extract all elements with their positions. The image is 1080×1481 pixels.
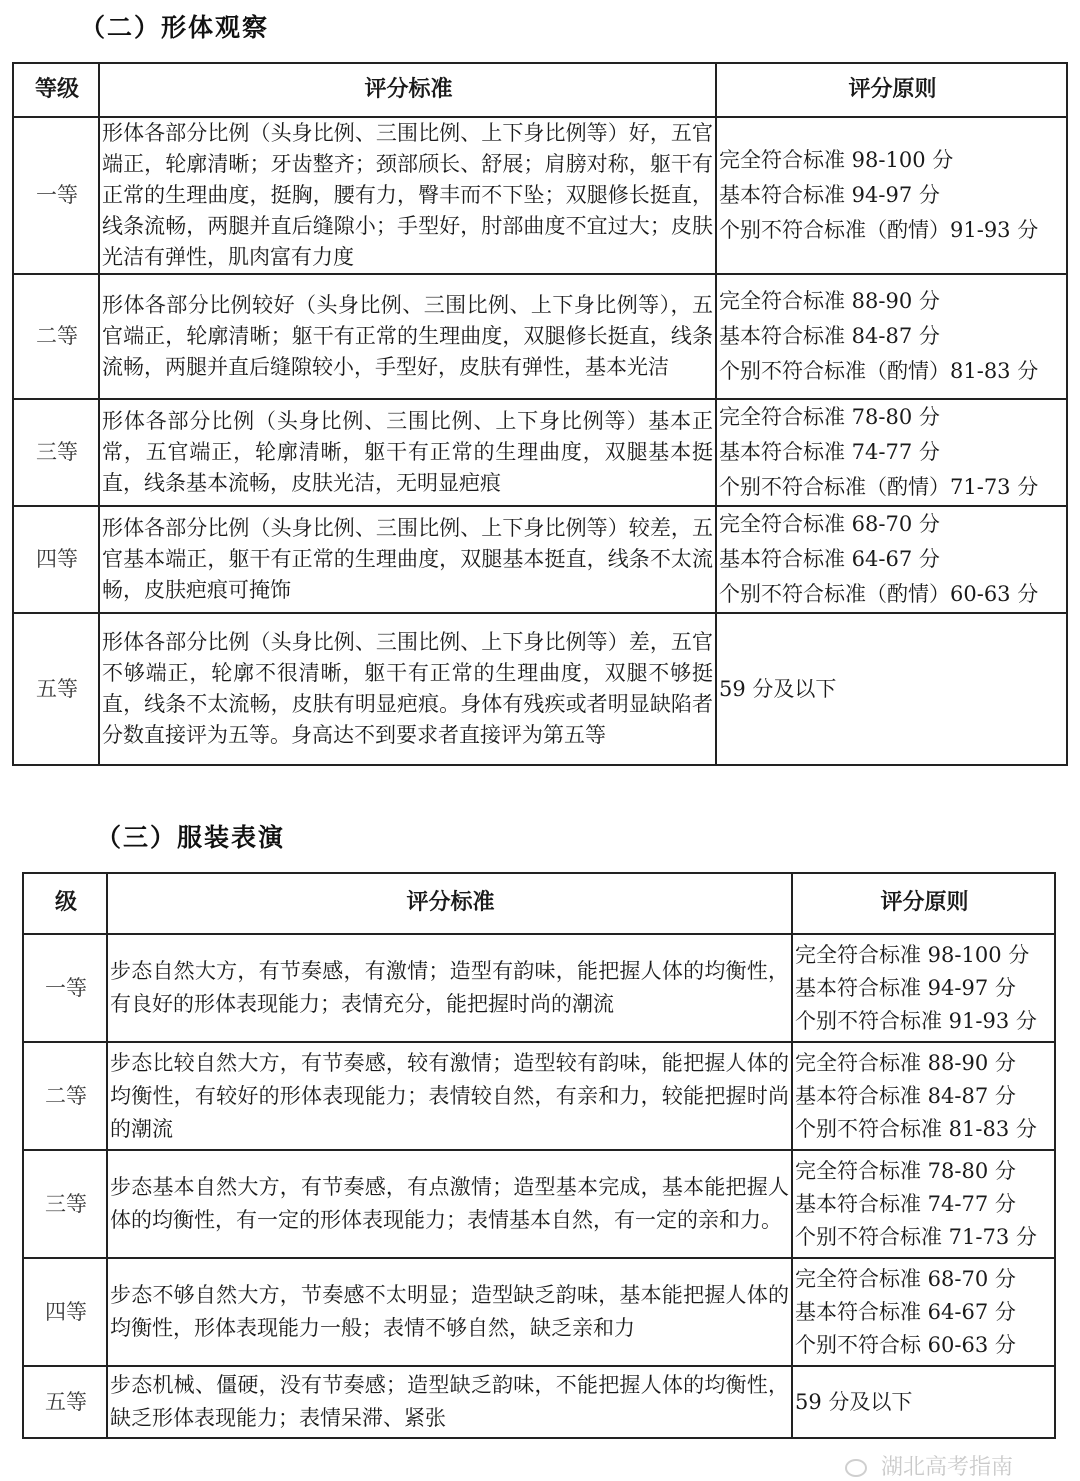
- rule-line: 59 分及以下: [719, 676, 837, 701]
- watermark: [845, 1450, 1013, 1481]
- rule-line: 个别不符合标准（酌情）60-63 分: [719, 582, 1039, 606]
- criteria-cell: 形体各部分比例（头身比例、三围比例、上下身比例等）差，五官不够端正，轮廓不很清晰，躯干有正常的生理曲度，双腿不够挺直，线条不太流畅，皮肤有明显疤痕。身体有残疾或者明显缺陷者分数直接评为五等。身高达不到要求者直接评为第五等: [99, 613, 716, 765]
- table-header-row: [23, 873, 1055, 934]
- criteria-cell: 形体各部分比例（头身比例、三围比例、上下身比例等）好，五官端正，轮廓清晰；牙齿整齐；颈部颀长、舒展；肩膀对称，躯干有正常的生理曲度，挺胸，腰有力，臀丰而不下坠；双腿修长挺直，线条流畅，两腿并直后缝隙小；手型好，肘部曲度不宜过大；皮肤光洁有弹性，肌肉富有力度: [99, 117, 716, 274]
- rules-cell: [716, 274, 1067, 399]
- rules-cell: [792, 1366, 1055, 1438]
- rule-line: 完全符合标准 78-80 分: [719, 405, 940, 429]
- rules-cell: [716, 506, 1067, 613]
- header-rules: 评分原则: [792, 873, 1055, 934]
- body-observation-table: [12, 62, 1068, 766]
- rule-line: 基本符合标准 74-77 分: [719, 440, 940, 464]
- grade-cell: 四等: [13, 506, 99, 613]
- header-grade: 等级: [13, 63, 99, 117]
- rules-cell: [716, 399, 1067, 506]
- rule-line: 完全符合标准 68-70 分: [795, 1266, 1016, 1291]
- table-row: [13, 117, 1067, 274]
- header-grade: 级: [23, 873, 107, 934]
- section-title-fashion-show: （三）服装表演: [96, 823, 286, 852]
- grade-cell: 二等: [23, 1042, 107, 1150]
- rule-line: 基本符合标准 64-67 分: [719, 547, 940, 571]
- grade-cell: 一等: [23, 934, 107, 1042]
- table-row: [13, 506, 1067, 613]
- grade-cell: 一等: [13, 117, 99, 274]
- criteria-cell: 步态比较自然大方，有节奏感，较有激情；造型较有韵味，能把握人体的均衡性，有较好的形体表现能力；表情较自然，有亲和力，较能把握时尚的潮流: [107, 1042, 792, 1150]
- grade-cell: 五等: [13, 613, 99, 765]
- rule-line: 个别不符合标准（酌情）81-83 分: [719, 359, 1039, 383]
- rules-cell: [792, 934, 1055, 1042]
- criteria-cell: 步态自然大方，有节奏感，有激情；造型有韵味，能把握人体的均衡性，有良好的形体表现能力；表情充分，能把握时尚的潮流: [107, 934, 792, 1042]
- grade-cell: 四等: [23, 1258, 107, 1366]
- grade-cell: 二等: [13, 274, 99, 399]
- rule-line: 59 分及以下: [795, 1389, 913, 1414]
- rule-line: 基本符合标准 94-97 分: [795, 975, 1016, 1000]
- rule-line: 个别不符合标准（酌情）91-93 分: [719, 218, 1039, 242]
- rule-line: 完全符合标准 88-90 分: [795, 1050, 1016, 1075]
- rules-cell: [792, 1150, 1055, 1258]
- header-criteria: 评分标准: [107, 873, 792, 934]
- section-title-body-observation: （二）形体观察: [80, 13, 270, 42]
- criteria-cell: 形体各部分比例（头身比例、三围比例、上下身比例等）较差，五官基本端正，躯干有正常的生理曲度，双腿基本挺直，线条不太流畅，皮肤疤痕可掩饰: [99, 506, 716, 613]
- rule-line: 个别不符合标准 81-83 分: [795, 1116, 1037, 1141]
- grade-cell: 三等: [13, 399, 99, 506]
- table-row: [23, 1366, 1055, 1438]
- criteria-cell: 步态不够自然大方，节奏感不太明显；造型缺乏韵味，基本能把握人体的均衡性，形体表现能力一般；表情不够自然，缺乏亲和力: [107, 1258, 792, 1366]
- rule-line: 完全符合标准 98-100 分: [795, 942, 1030, 967]
- rule-line: 个别不符合标准 71-73 分: [795, 1224, 1037, 1249]
- rule-line: 个别不符合标准 91-93 分: [795, 1008, 1037, 1033]
- table-row: [23, 934, 1055, 1042]
- grade-cell: 五等: [23, 1366, 107, 1438]
- rule-line: 基本符合标准 94-97 分: [719, 183, 940, 207]
- rule-line: 个别不符合标 60-63 分: [795, 1332, 1016, 1357]
- watermark-text: 湖北高考指南: [881, 1455, 1014, 1480]
- fashion-show-table: [22, 872, 1056, 1439]
- rule-line: 基本符合标准 64-67 分: [795, 1299, 1016, 1324]
- criteria-cell: 步态机械、僵硬，没有节奏感；造型缺乏韵味，不能把握人体的均衡性，缺乏形体表现能力；表情呆滞、紧张: [107, 1366, 792, 1438]
- criteria-cell: 形体各部分比例较好（头身比例、三围比例、上下身比例等），五官端正，轮廓清晰；躯干有正常的生理曲度，双腿修长挺直，线条流畅，两腿并直后缝隙较小，手型好，皮肤有弹性，基本光洁: [99, 274, 716, 399]
- table-row: [13, 399, 1067, 506]
- rule-line: 完全符合标准 68-70 分: [719, 512, 940, 536]
- grade-cell: 三等: [23, 1150, 107, 1258]
- table-header-row: [13, 63, 1067, 117]
- table-row: [23, 1258, 1055, 1366]
- rule-line: 基本符合标准 74-77 分: [795, 1191, 1016, 1216]
- rules-cell: [792, 1042, 1055, 1150]
- rules-cell: [716, 117, 1067, 274]
- table-row: [13, 613, 1067, 765]
- table-row: [23, 1150, 1055, 1258]
- rule-line: 基本符合标准 84-87 分: [795, 1083, 1016, 1108]
- rule-line: 完全符合标准 88-90 分: [719, 289, 940, 313]
- header-criteria: 评分标准: [99, 63, 716, 117]
- table-row: [13, 274, 1067, 399]
- criteria-cell: 形体各部分比例（头身比例、三围比例、上下身比例等）基本正常，五官端正，轮廓清晰，躯干有正常的生理曲度，双腿基本挺直，线条基本流畅，皮肤光洁，无明显疤痕: [99, 399, 716, 506]
- rule-line: 个别不符合标准（酌情）71-73 分: [719, 475, 1039, 499]
- wechat-logo-icon: [845, 1459, 867, 1477]
- rule-line: 完全符合标准 98-100 分: [719, 148, 954, 172]
- header-rules: 评分原则: [716, 63, 1067, 117]
- table-row: [23, 1042, 1055, 1150]
- rule-line: 完全符合标准 78-80 分: [795, 1158, 1016, 1183]
- rules-cell: [792, 1258, 1055, 1366]
- rule-line: 基本符合标准 84-87 分: [719, 324, 940, 348]
- rules-cell: [716, 613, 1067, 765]
- criteria-cell: 步态基本自然大方，有节奏感，有点激情；造型基本完成，基本能把握人体的均衡性，有一定的形体表现能力；表情基本自然，有一定的亲和力。: [107, 1150, 792, 1258]
